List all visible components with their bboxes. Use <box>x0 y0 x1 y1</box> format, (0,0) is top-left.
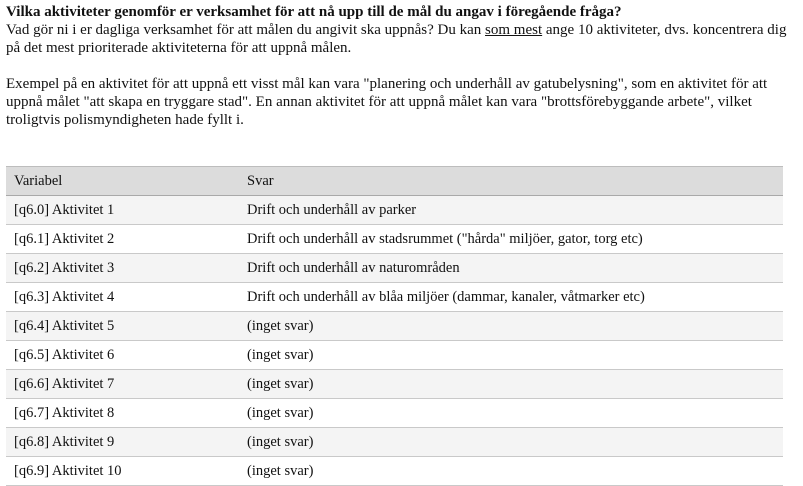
row-answer: Drift och underhåll av blåa miljöer (dammar, kanaler, våtmarker etc) <box>239 283 783 312</box>
intro-underlined-text: som mest <box>485 22 543 38</box>
question-title: Vilka aktiviteter genomför er verksamhet för att nå upp till de mål du angav i föregående fråga? <box>6 4 622 20</box>
row-variable: [q6.9] Aktivitet 10 <box>6 457 239 486</box>
table-row <box>6 457 783 486</box>
row-answer: Drift och underhåll av parker <box>239 196 783 225</box>
table-row <box>6 225 783 254</box>
answers-table <box>6 166 783 486</box>
row-answer: (inget svar) <box>239 428 783 457</box>
row-answer: (inget svar) <box>239 457 783 486</box>
question-example: Exempel på en aktivitet för att uppnå ett visst mål kan vara "planering och underhåll av gatubelysning", som en aktivitet för att uppnå målet "att skapa en tryggare stad". En annan aktivitet för att uppnå målet kan vara "brottsförebyggande arbete", vilket troligtvis polismyndigheten hade fyllt i. <box>6 76 768 128</box>
row-variable: [q6.0] Aktivitet 1 <box>6 196 239 225</box>
row-variable: [q6.8] Aktivitet 9 <box>6 428 239 457</box>
row-answer: (inget svar) <box>239 370 783 399</box>
intro-text-before: Vad gör ni i er dagliga verksamhet för att målen du angivit ska uppnås? Du kan <box>6 22 486 38</box>
header-variable: Variabel <box>6 167 239 196</box>
row-variable: [q6.2] Aktivitet 3 <box>6 254 239 283</box>
row-answer: Drift och underhåll av naturområden <box>239 254 783 283</box>
intro-text-after: ange 10 aktiviteter, dvs. koncentrera dig på det mest prioriterade aktiviteterna för att uppnå målen. <box>6 22 787 56</box>
table-row <box>6 428 783 457</box>
question-block <box>6 3 796 129</box>
table-row <box>6 399 783 428</box>
table-row <box>6 254 783 283</box>
row-variable: [q6.6] Aktivitet 7 <box>6 370 239 399</box>
table-row <box>6 341 783 370</box>
table-row <box>6 370 783 399</box>
table-row <box>6 196 783 225</box>
header-answer: Svar <box>239 167 783 196</box>
row-variable: [q6.1] Aktivitet 2 <box>6 225 239 254</box>
row-variable: [q6.4] Aktivitet 5 <box>6 312 239 341</box>
row-variable: [q6.5] Aktivitet 6 <box>6 341 239 370</box>
row-variable: [q6.7] Aktivitet 8 <box>6 399 239 428</box>
row-variable: [q6.3] Aktivitet 4 <box>6 283 239 312</box>
table-header-row <box>6 167 783 196</box>
row-answer: Drift och underhåll av stadsrummet ("hårda" miljöer, gator, torg etc) <box>239 225 783 254</box>
row-answer: (inget svar) <box>239 399 783 428</box>
table-row <box>6 283 783 312</box>
question-intro <box>6 21 796 57</box>
paragraph-gap <box>6 57 796 75</box>
row-answer: (inget svar) <box>239 341 783 370</box>
table-row <box>6 312 783 341</box>
row-answer: (inget svar) <box>239 312 783 341</box>
